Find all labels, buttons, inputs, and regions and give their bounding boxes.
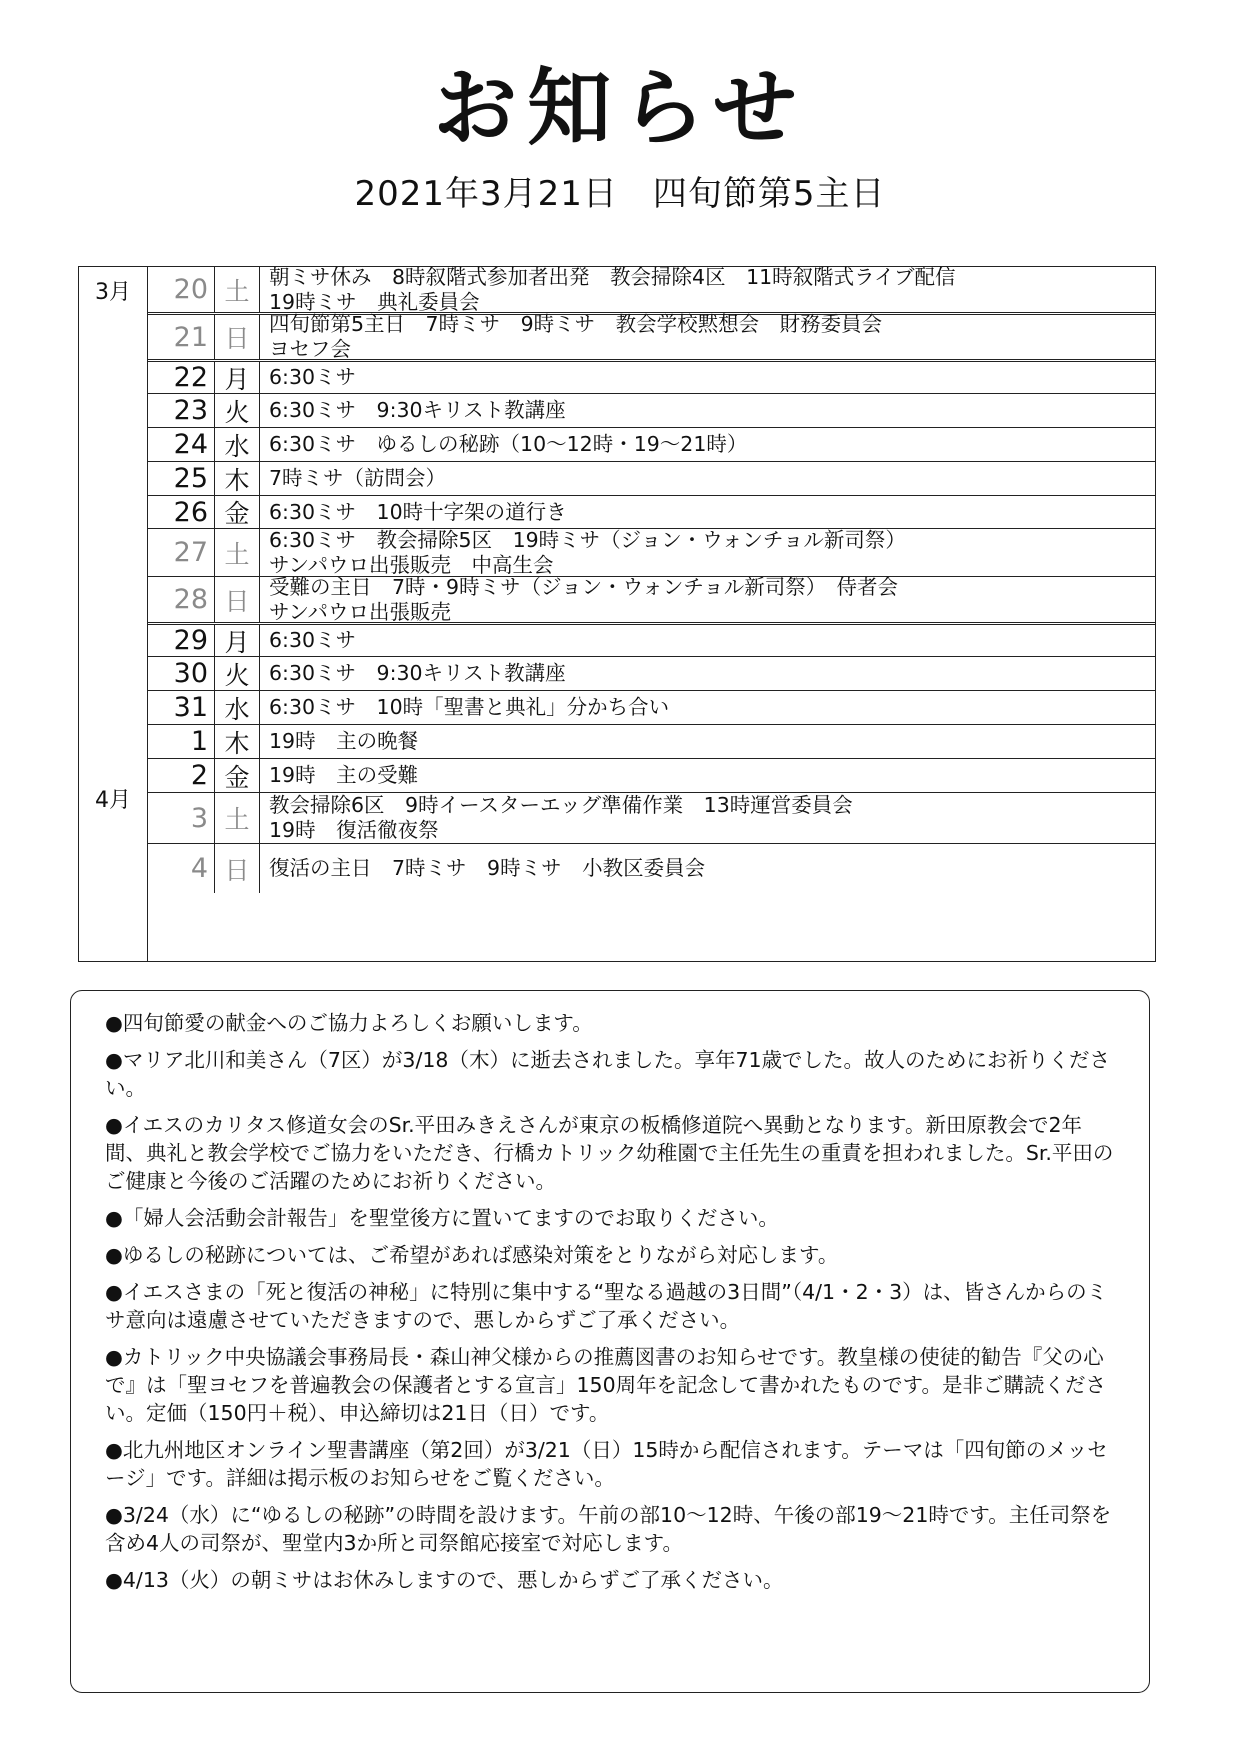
event-line: 19時ミサ 典礼委員会	[269, 289, 480, 314]
event-list	[269, 657, 1149, 690]
notice-item: ●「婦人会活動会計報告」を聖堂後方に置いてますのでお取りください。	[105, 1206, 779, 1230]
day-of-week: 水	[215, 428, 260, 461]
day-of-week: 金	[215, 759, 260, 792]
day-of-week: 土	[215, 267, 260, 312]
event-line: 6:30ミサ 9:30キリスト教講座	[269, 398, 566, 422]
event-list	[269, 462, 1149, 495]
day-number: 26	[147, 496, 215, 528]
notice-item: ●イエスさまの「死と復活の神秘」に特別に集中する“聖なる過越の3日間”（4/1・2・3）は、皆さんからのミサ意向は遠慮させていただきますので、悪しからずご了承ください。	[105, 1280, 1108, 1332]
event-list	[269, 574, 1149, 624]
day-of-week: 日	[215, 315, 260, 359]
notice-item: ●イエスのカリタス修道女会のSr.平田みきえさんが東京の板橋修道院へ異動となります。新田原教会で2年間、典礼と教会学校でご協力をいただき、行橋カトリック幼稚園で主任先生の重責を担われました。Sr.平田のご健康と今後のご活躍のためにお祈りください。	[105, 1113, 1114, 1193]
notice-item: ●4/13（火）の朝ミサはお休みしますので、悪しからずご了承ください。	[105, 1568, 784, 1592]
event-list	[269, 264, 1149, 314]
event-line: 6:30ミサ 9:30キリスト教講座	[269, 661, 566, 685]
event-list	[269, 496, 1149, 528]
event-line: 受難の主日 7時・9時ミサ（ジョン・ウォンチョル新司祭） 侍者会	[269, 574, 898, 599]
schedule-row	[147, 759, 1155, 793]
schedule-row	[147, 529, 1155, 577]
notice-item: ●カトリック中央協議会事務局長・森山神父様からの推薦図書のお知らせです。教皇様の使徒的勧告『父の心で』は「聖ヨセフを普遍教会の保護者とする宣言」150周年を記念して書かれたものです。是非ご購読ください。定価（150円＋税）、申込締切は21日（日）です。	[105, 1345, 1106, 1425]
event-line: 6:30ミサ 10時「聖書と典礼」分かち合い	[269, 695, 670, 719]
schedule-table	[78, 266, 1156, 962]
event-line: 教会掃除6区 9時イースターエッグ準備作業 13時運営委員会	[269, 793, 853, 817]
event-line: 19時 主の受難	[269, 763, 419, 787]
day-number: 2	[147, 759, 215, 792]
schedule-row	[147, 428, 1155, 462]
event-line: 19時 主の晩餐	[269, 729, 419, 753]
page-title: お知らせ	[433, 59, 807, 157]
event-line: 6:30ミサ	[269, 365, 357, 389]
event-line: 6:30ミサ 教会掃除5区 19時ミサ（ジョン・ウォンチョル新司祭）	[269, 527, 906, 552]
event-list	[269, 428, 1149, 461]
notice-item: ●四旬節愛の献金へのご協力よろしくお願いします。	[105, 1011, 593, 1035]
day-of-week: 日	[215, 844, 260, 893]
day-of-week: 木	[215, 462, 260, 495]
day-number: 23	[147, 394, 215, 427]
event-list	[269, 312, 1149, 361]
day-number: 27	[147, 529, 215, 576]
schedule-row	[147, 264, 1155, 315]
event-line: 19時 復活徹夜祭	[269, 818, 439, 842]
day-number: 24	[147, 428, 215, 461]
event-list	[269, 362, 1149, 393]
event-line: 四旬節第5主日 7時ミサ 9時ミサ 教会学校黙想会 財務委員会	[269, 312, 883, 336]
month-label-april: 4月	[95, 788, 131, 813]
schedule-row	[147, 725, 1155, 759]
event-list	[269, 625, 1149, 656]
day-number: 25	[147, 462, 215, 495]
schedule-row	[147, 496, 1155, 529]
day-number: 1	[147, 725, 215, 758]
event-list	[269, 725, 1149, 758]
event-line: 6:30ミサ	[269, 628, 357, 652]
month-label-march: 3月	[95, 280, 131, 305]
event-list	[269, 691, 1149, 724]
day-of-week: 月	[215, 625, 260, 656]
event-list	[269, 529, 1149, 576]
day-of-week: 水	[215, 691, 260, 724]
schedule-rows	[147, 264, 1155, 961]
schedule-row	[147, 394, 1155, 428]
event-list	[269, 759, 1149, 792]
schedule-row	[147, 362, 1155, 394]
schedule-row	[147, 312, 1155, 362]
event-line: 6:30ミサ 10時十字架の道行き	[269, 499, 567, 524]
notice-item: ●3/24（水）に“ゆるしの秘跡”の時間を設けます。午前の部10〜12時、午後の部19〜21時です。主任司祭を含め4人の司祭が、聖堂内3か所と司祭館応接室で対応します。	[105, 1503, 1112, 1555]
day-number: 28	[147, 577, 215, 622]
notice-item: ●マリア北川和美さん（7区）が3/18（木）に逝去されました。享年71歳でした。故人のためにお祈りください。	[105, 1048, 1111, 1100]
notice-item: ●ゆるしの秘跡については、ご希望があれば感染対策をとりながら対応します。	[105, 1243, 839, 1267]
event-line: 6:30ミサ ゆるしの秘跡（10〜12時・19〜21時）	[269, 432, 748, 456]
day-number: 31	[147, 691, 215, 724]
day-number: 29	[147, 625, 215, 656]
day-number: 3	[147, 793, 215, 843]
day-of-week: 土	[215, 793, 260, 843]
event-line: サンパウロ出張販売	[269, 599, 452, 624]
event-list	[269, 394, 1149, 427]
day-of-week: 金	[215, 496, 260, 528]
event-line: 朝ミサ休み 8時叙階式参加者出発 教会掃除4区 11時叙階式ライブ配信	[269, 264, 956, 289]
day-of-week: 火	[215, 394, 260, 427]
day-of-week: 日	[215, 577, 260, 622]
event-line: ヨセフ会	[269, 337, 351, 361]
month-column	[79, 267, 148, 961]
schedule-row	[147, 691, 1155, 725]
schedule-row	[147, 625, 1155, 657]
day-of-week: 火	[215, 657, 260, 690]
schedule-row	[147, 793, 1155, 844]
event-list	[269, 844, 1149, 893]
schedule-row	[147, 657, 1155, 691]
schedule-row	[147, 462, 1155, 496]
event-line: 復活の主日 7時ミサ 9時ミサ 小教区委員会	[269, 856, 706, 880]
notice-item: ●北九州地区オンライン聖書講座（第2回）が3/21（日）15時から配信されます。テーマは「四旬節のメッセージ」です。詳細は掲示板のお知らせをご覧ください。	[105, 1438, 1108, 1490]
schedule-row	[147, 574, 1155, 625]
day-of-week: 木	[215, 725, 260, 758]
event-line: サンパウロ出張販売 中高生会	[269, 552, 554, 577]
schedule-row	[147, 844, 1155, 893]
day-number: 30	[147, 657, 215, 690]
notices-box	[70, 990, 1150, 1693]
day-number: 22	[147, 362, 215, 393]
day-of-week: 土	[215, 529, 260, 576]
day-number: 4	[147, 844, 215, 893]
day-of-week: 月	[215, 362, 260, 393]
day-number: 21	[147, 315, 215, 359]
event-line: 7時ミサ（訪問会）	[269, 466, 447, 490]
page-subtitle: 2021年3月21日 四旬節第5主日	[354, 174, 886, 214]
event-list	[269, 793, 1149, 843]
day-number: 20	[147, 267, 215, 312]
